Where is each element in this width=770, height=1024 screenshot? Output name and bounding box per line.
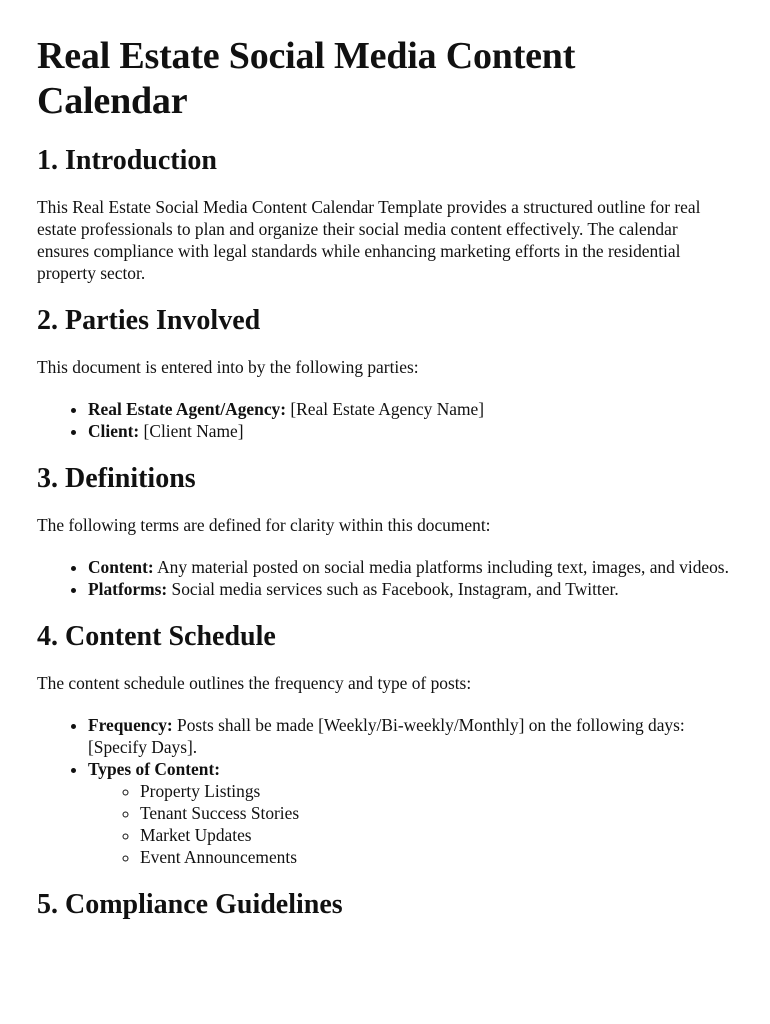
definitions-list [37, 556, 734, 600]
list-item-term: Frequency: [88, 715, 173, 735]
list-item-text: Posts shall be made [Weekly/Bi-weekly/Monthly] on the following days: [Specify Days]. [88, 715, 685, 757]
list-item-text: Any material posted on social media platforms including text, images, and videos. [153, 557, 729, 577]
parties-list [37, 398, 734, 442]
parties-paragraph: This document is entered into by the following parties: [37, 357, 419, 377]
content-schedule-list [37, 714, 734, 868]
list-item-term: Real Estate Agent/Agency: [88, 399, 287, 419]
section-heading-definitions: 3. Definitions [37, 463, 196, 494]
section-heading-introduction: 1. Introduction [37, 145, 217, 176]
list-item-term: Content: [88, 557, 154, 577]
introduction-paragraph: This Real Estate Social Media Content Calendar Template provides a structured outline for real estate professionals to plan and organize their social media content effectively. The calendar ensures compliance with legal standards while enhancing marketing efforts in the residential property sector. [37, 197, 701, 283]
list-item [88, 758, 734, 868]
section-heading-parties: 2. Parties Involved [37, 305, 261, 336]
list-item-text: Social media services such as Facebook, Instagram, and Twitter. [167, 579, 619, 599]
list-item: ◦ Event Announcements [140, 846, 734, 868]
list-item [88, 578, 734, 600]
list-item-term: Platforms: [88, 579, 168, 599]
list-item [88, 714, 734, 758]
section-heading-content-schedule: 4. Content Schedule [37, 621, 276, 652]
definitions-paragraph: The following terms are defined for clarity within this document: [37, 515, 491, 535]
list-item: ◦ Property Listings [140, 780, 734, 802]
list-item-term: Types of Content: [88, 759, 221, 779]
document-title: Real Estate Social Media Content Calendar [37, 35, 576, 122]
list-item-text: [Real Estate Agency Name] [286, 399, 485, 419]
list-item: ◦ Tenant Success Stories [140, 802, 734, 824]
list-item: ◦ Market Updates [140, 824, 734, 846]
list-item-text: [Client Name] [139, 421, 244, 441]
list-item [88, 556, 734, 578]
list-item [88, 420, 734, 442]
content-types-list [88, 780, 734, 868]
list-item [88, 398, 734, 420]
section-heading-compliance: 5. Compliance Guidelines [37, 889, 343, 920]
content-schedule-paragraph: The content schedule outlines the frequency and type of posts: [37, 673, 472, 693]
list-item-term: Client: [88, 421, 140, 441]
